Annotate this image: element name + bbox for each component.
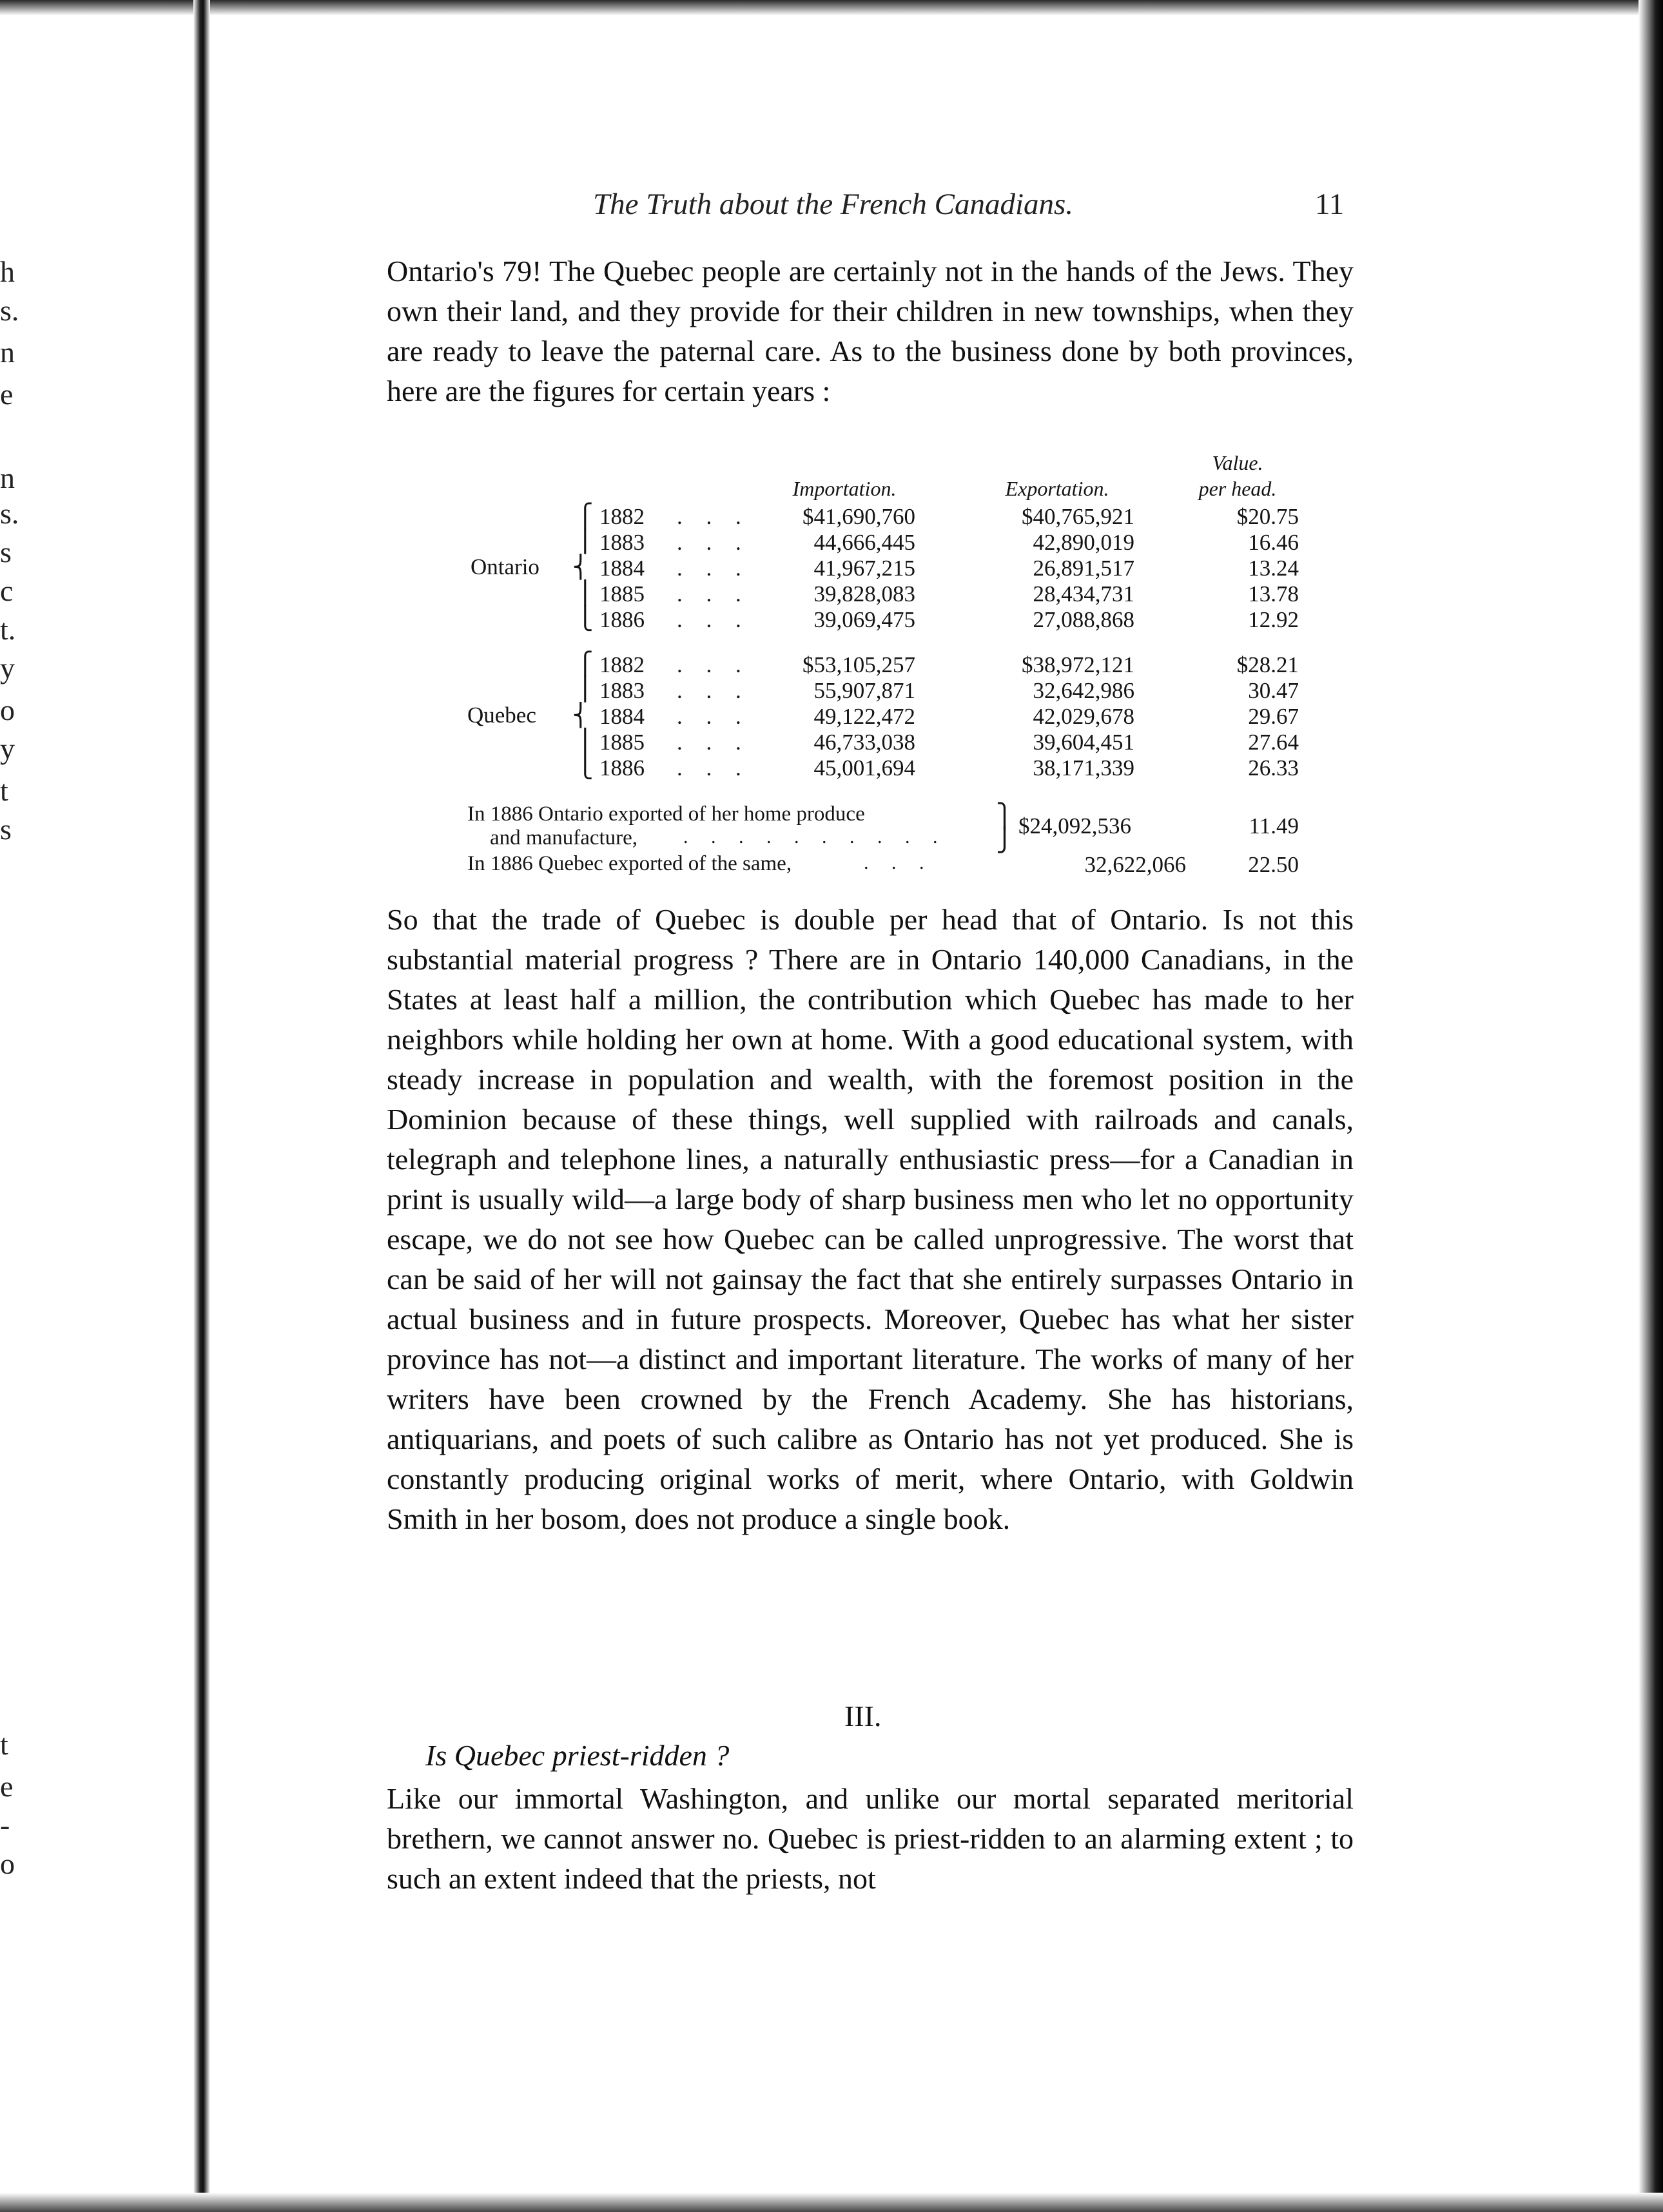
exportation-value: 26,891,517 <box>1033 556 1134 581</box>
section-number: III. <box>844 1700 882 1732</box>
year: 1883 <box>599 530 645 555</box>
bleed-letter: t <box>0 1728 8 1761</box>
province-label-quebec: Quebec <box>467 703 536 728</box>
leader-dots: . . . <box>864 852 933 873</box>
exportation-value: $40,765,921 <box>1022 504 1134 529</box>
exportation-value: 27,088,868 <box>1033 607 1134 632</box>
bleed-letter: n <box>0 336 15 369</box>
header-importation: Importation. <box>792 477 897 500</box>
leader-dots: . . . <box>677 652 750 677</box>
province-label-ontario: Ontario <box>471 554 540 579</box>
leader-dots: . . . <box>677 755 750 781</box>
importation-value: 39,828,083 <box>813 581 915 606</box>
leader-dots: . . . <box>677 607 750 632</box>
importation-value: $41,690,760 <box>802 504 915 529</box>
section-subheading: Is Quebec priest-ridden ? <box>425 1739 730 1772</box>
year: 1884 <box>599 556 645 581</box>
per-head-value: 29.67 <box>1248 704 1299 729</box>
year: 1885 <box>599 581 645 606</box>
page-gutter <box>193 0 210 2212</box>
per-head-value: $20.75 <box>1236 504 1299 529</box>
scan-bottom-edge <box>0 2193 1663 2212</box>
footer-quebec-value: 32,622,066 <box>1084 852 1186 877</box>
per-head-value: 27.64 <box>1248 730 1299 755</box>
bleed-letter: o <box>0 1847 15 1880</box>
year: 1886 <box>599 607 645 632</box>
per-head-value: 13.78 <box>1248 581 1299 606</box>
page-number: 11 <box>1315 188 1345 221</box>
year: 1883 <box>599 678 645 703</box>
per-head-value: 30.47 <box>1248 678 1299 703</box>
leader-dots: . . . <box>677 678 750 703</box>
bleed-letter: n <box>0 461 15 494</box>
per-head-value: $28.21 <box>1236 652 1299 677</box>
importation-value: 55,907,871 <box>813 678 915 703</box>
brace: ⎧ <box>577 504 594 528</box>
importation-value: 39,069,475 <box>813 607 915 632</box>
brace: ⎪ <box>577 678 594 702</box>
brace: ⎩ <box>577 755 594 779</box>
brace: ⎫ <box>996 803 1013 829</box>
bleed-letter: y <box>0 732 15 765</box>
paragraph-1: Ontario's 79! The Quebec people are certainly not in the hands of the Jews. They own their land, and they provide for their children in new townships, when they are ready to leave the paternal care. As to the business done by both provinces, here are the figures for certain years : <box>387 255 1354 407</box>
brace: ⎩ <box>577 607 594 631</box>
brace: ⎪ <box>577 530 594 554</box>
footer-quebec-line: In 1886 Quebec exported of the same, <box>467 852 792 875</box>
paragraph-2: So that the trade of Quebec is double per head that of Ontario. Is not this substantial material progress ? There are in Ontario 140,000 Canadians, in the States at least half a million, the contribution which Quebec has made to her neighbors while holding her own at home. With a good educational system, with steady increase in population and wealth, with the foremost position in the Dominion because of these things, well supplied with railroads and canals, telegraph and telephone lines, a naturally enthusiastic press—for a Canadian in print is usually wild—a large body of sharp business men who let no opportunity escape, we do not see how Quebec can be called unprogressive. The worst that can be said of her will not gainsay the fact that she entirely surpasses Ontario in actual business and in future prospects. Moreover, Quebec has what her sister province has not—a distinct and important literature. The works of many of her writers have been crowned by the French Academy. She has historians, antiquarians, and poets of such calibre as Ontario has not yet produced. She is constantly producing original works of merit, where Ontario, with Goldwin Smith in her bosom, does not produce a single book. <box>387 903 1354 1535</box>
footer-ontario-per-head: 11.49 <box>1249 813 1299 839</box>
footer-quebec-per-head: 22.50 <box>1248 852 1299 877</box>
leader-dots: . . . <box>677 704 750 729</box>
importation-value: 49,122,472 <box>813 704 915 729</box>
brace: ⎨ <box>572 556 589 579</box>
importation-value: 45,001,694 <box>813 755 915 781</box>
leader-dots: . . . <box>677 730 750 755</box>
leader-dots: . . . <box>677 530 750 555</box>
importation-value: 44,666,445 <box>813 530 915 555</box>
importation-value: 46,733,038 <box>813 730 915 755</box>
bleed-letter: c <box>0 574 14 607</box>
header-exportation: Exportation. <box>1005 477 1109 500</box>
leader-dots: . . . <box>677 581 750 606</box>
year: 1882 <box>599 504 645 529</box>
header-value: Value. <box>1212 451 1263 474</box>
bleed-letter: s <box>0 813 12 846</box>
per-head-value: 12.92 <box>1248 607 1299 632</box>
scan-top-edge <box>0 0 1663 15</box>
bleed-letter: - <box>0 1809 10 1841</box>
per-head-value: 13.24 <box>1248 556 1299 581</box>
paragraph-3: Like our immortal Washington, and unlike our mortal separated meritorial brethern, we cannot answer no. Quebec is priest-ridden to an alarming extent ; to such an extent indeed that the priests, not <box>387 1782 1354 1895</box>
brace: ⎪ <box>577 730 594 753</box>
exportation-value: 42,890,019 <box>1033 530 1134 555</box>
exportation-value: 38,171,339 <box>1033 755 1134 781</box>
bleed-letter: e <box>0 1770 14 1803</box>
exportation-value: 28,434,731 <box>1033 581 1134 606</box>
year: 1885 <box>599 730 645 755</box>
brace: ⎧ <box>577 652 594 676</box>
year: 1884 <box>599 704 645 729</box>
year: 1886 <box>599 755 645 781</box>
exportation-value: $38,972,121 <box>1022 652 1134 677</box>
footer-ontario-value: $24,092,536 <box>1018 813 1131 839</box>
bleed-letter: h <box>0 255 15 288</box>
footer-ontario-line1: In 1886 Ontario exported of her home produce <box>467 802 865 826</box>
leader-dots: . . . . . . . . . . <box>683 826 947 848</box>
bleed-letter: s. <box>0 294 19 327</box>
exportation-value: 32,642,986 <box>1033 678 1134 703</box>
per-head-value: 26.33 <box>1248 755 1299 781</box>
brace: ⎪ <box>577 581 594 605</box>
bleed-letter: y <box>0 652 15 684</box>
bleed-letter: o <box>0 694 15 726</box>
running-head: The Truth about the French Canadians. <box>593 188 1074 221</box>
bleed-letter: e <box>0 378 14 411</box>
footer-ontario-line2: and manufacture, <box>490 826 638 849</box>
scan-right-edge <box>1639 0 1663 2212</box>
exportation-value: 42,029,678 <box>1033 704 1134 729</box>
importation-value: 41,967,215 <box>813 556 915 581</box>
brace: ⎨ <box>572 704 589 728</box>
header-per-head: per head. <box>1198 477 1277 500</box>
year: 1882 <box>599 652 645 677</box>
brace: ⎭ <box>996 827 1013 853</box>
leader-dots: . . . <box>677 556 750 581</box>
bleed-letter: s. <box>0 497 19 530</box>
bleed-letter: t <box>0 774 8 807</box>
importation-value: $53,105,257 <box>802 652 915 677</box>
exportation-value: 39,604,451 <box>1033 730 1134 755</box>
bleed-letter: s <box>0 536 12 568</box>
per-head-value: 16.46 <box>1248 530 1299 555</box>
leader-dots: . . . <box>677 504 750 529</box>
bleed-letter: t. <box>0 613 16 646</box>
